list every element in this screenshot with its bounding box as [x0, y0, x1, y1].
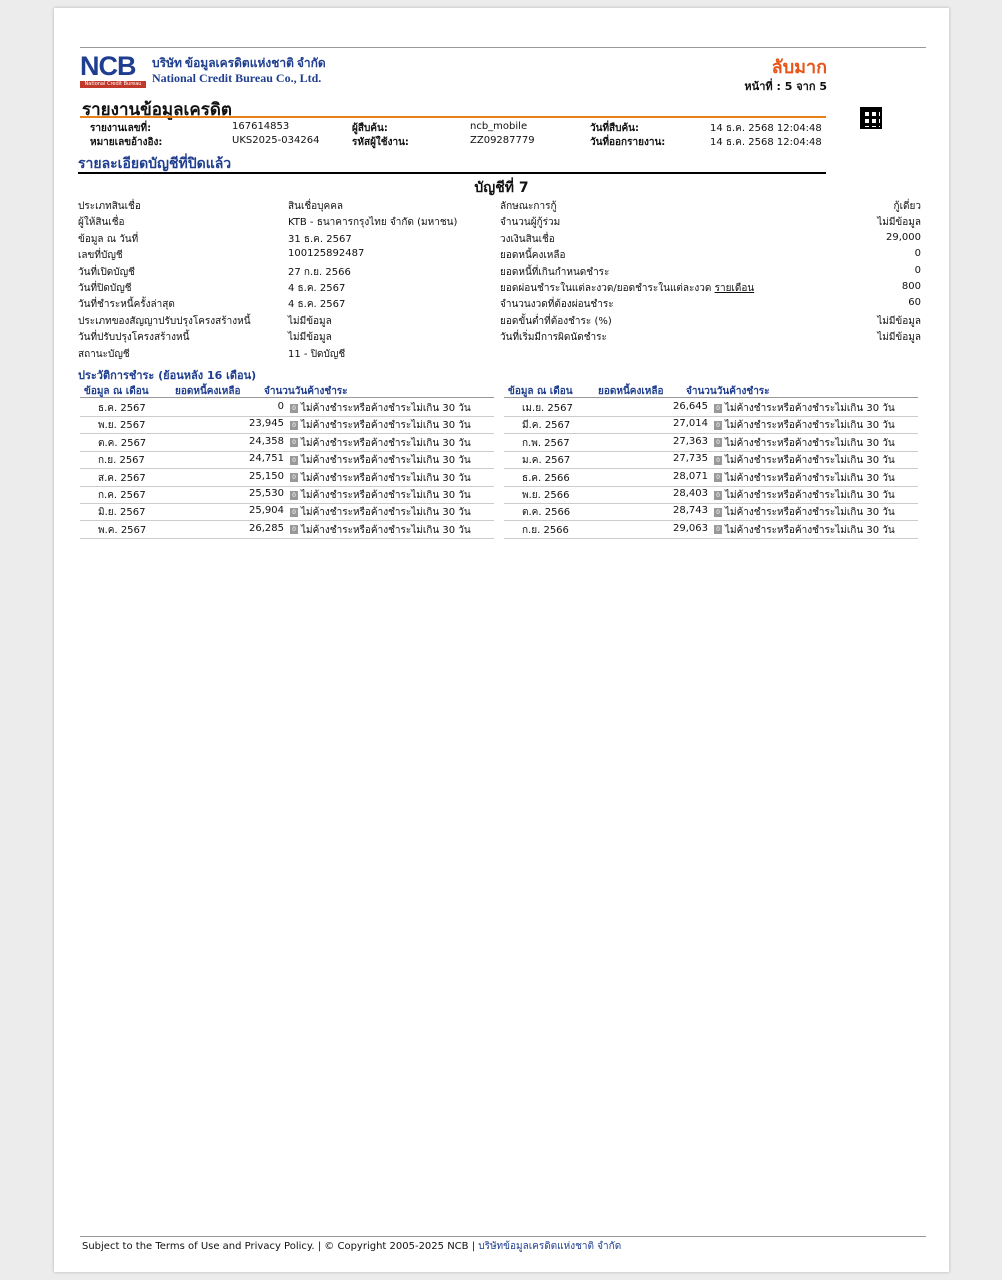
history-col-days-right: จำนวนวันค้างชำระ: [686, 386, 770, 397]
history-row-divider: [80, 538, 494, 539]
history-status-text: ไม่ค้างชำระหรือค้างชำระไม่เกิน 30 วัน: [725, 490, 895, 501]
account-field-value: ไม่มีข้อมูล: [288, 315, 332, 327]
account-field-value: 0: [914, 264, 921, 276]
history-status-text: ไม่ค้างชำระหรือค้างชำระไม่เกิน 30 วัน: [725, 472, 895, 484]
account-field-label: ประเภทสินเชื่อ: [78, 201, 141, 212]
history-status-text: ไม่ค้างชำระหรือค้างชำระไม่เกิน 30 วัน: [301, 420, 471, 432]
account-field-value: ไม่มีข้อมูล: [877, 315, 921, 327]
history-balance: 27,735: [673, 453, 708, 465]
page-number: [744, 77, 827, 95]
history-status-text: ไม่ค้างชำระหรือค้างชำระไม่เกิน 30 วัน: [301, 403, 471, 414]
account-field-value: 800: [901, 281, 921, 292]
history-row-divider: [504, 503, 918, 504]
history-balance: 25,904: [249, 505, 284, 517]
history-status-text: ไม่ค้างชำระหรือค้างชำระไม่เกิน 30 วัน: [725, 507, 895, 519]
account-title: บัญชีที่ 7: [474, 180, 529, 196]
account-field-label: วันที่ปิดบัญชี: [78, 283, 132, 294]
history-status-text: ไม่ค้างชำระหรือค้างชำระไม่เกิน 30 วัน: [725, 403, 895, 414]
account-field-label: ประเภทของสัญญาปรับปรุงโครงสร้างหนี้: [78, 315, 251, 327]
footer-company-link[interactable]: บริษัทข้อมูลเครดิตแห่งชาติ จำกัด: [478, 1241, 622, 1252]
account-field-label: เลขที่บัญชี: [78, 250, 123, 262]
history-row-divider: [80, 416, 494, 417]
history-month: ส.ค. 2567: [98, 472, 146, 484]
history-month: ธ.ค. 2567: [98, 403, 146, 414]
history-balance: 28,743: [673, 505, 708, 517]
history-status-text: ไม่ค้างชำระหรือค้างชำระไม่เกิน 30 วัน: [301, 472, 471, 484]
status-code-icon: 0: [714, 525, 722, 534]
history-month: มิ.ย. 2567: [98, 507, 146, 519]
top-divider: [80, 47, 926, 48]
company-name-th: บริษัท ข้อมูลเครดิตแห่งชาติ จำกัด: [152, 56, 326, 70]
history-balance: 26,285: [249, 522, 284, 534]
status-code-icon: 0: [290, 508, 298, 517]
history-status-text: ไม่ค้างชำระหรือค้างชำระไม่เกิน 30 วัน: [725, 437, 895, 449]
account-field-value: ไม่มีข้อมูล: [877, 332, 921, 344]
status-code-icon: 0: [290, 438, 298, 447]
history-row-divider: [504, 468, 918, 469]
history-balance: 26,645: [673, 401, 708, 412]
account-field-label: ยอดหนี้ที่เกินกำหนดชำระ: [500, 266, 610, 278]
installment-frequency-link[interactable]: รายเดือน: [714, 283, 755, 294]
status-code-icon: 0: [714, 491, 722, 500]
footer-divider: [80, 1236, 926, 1237]
history-status-text: ไม่ค้างชำระหรือค้างชำระไม่เกิน 30 วัน: [725, 420, 895, 432]
account-field-label: ยอดผ่อนชำระในแต่ละงวด/ยอดชำระในแต่ละงวด รายเดือน: [500, 283, 755, 294]
status-code-icon: 0: [714, 421, 722, 430]
inquiry-date-label: วันที่สืบค้น:: [590, 123, 640, 134]
history-header-line: [80, 397, 494, 398]
account-field-label: ยอดหนี้คงเหลือ: [500, 250, 566, 262]
history-month: ม.ค. 2567: [522, 455, 571, 467]
history-status: [714, 418, 895, 433]
history-title: ประวัติการชำระ (ย้อนหลัง 16 เดือน): [78, 369, 257, 382]
issue-date: 14 ธ.ค. 2568 12:04:48: [710, 137, 822, 148]
history-status: [714, 523, 895, 538]
account-field-label: จำนวนผู้กู้ร่วม: [500, 217, 561, 229]
history-month: ก.ค. 2567: [98, 490, 146, 501]
account-field-label: วันที่เริ่มมีการผิดนัดชำระ: [500, 332, 607, 344]
status-code-icon: 0: [290, 421, 298, 430]
account-field-value: KTB - ธนาคารกรุงไทย จำกัด (มหาชน): [288, 217, 458, 229]
history-balance: 24,358: [249, 435, 284, 447]
page-label: หน้าที่ :: [744, 80, 781, 93]
account-field-label: ยอดขั้นต่ำที่ต้องชำระ (%): [500, 315, 612, 327]
history-row-divider: [80, 468, 494, 469]
history-status: [714, 471, 895, 486]
user-code-label: รหัสผู้ใช้งาน:: [352, 137, 409, 148]
inquirer-label: ผู้สืบค้น:: [352, 123, 388, 134]
history-row-divider: [80, 433, 494, 434]
history-col-balance-right: ยอดหนี้คงเหลือ: [598, 386, 664, 397]
status-code-icon: 0: [290, 473, 298, 482]
report-page: [54, 8, 949, 1272]
history-status: [290, 471, 471, 486]
history-month: ก.ย. 2566: [522, 524, 569, 536]
history-status: [290, 418, 471, 433]
inquirer: ncb_mobile: [470, 121, 528, 132]
status-code-icon: 0: [714, 404, 722, 413]
page-total: 5: [819, 80, 827, 93]
section-divider: [78, 172, 826, 174]
status-code-icon: 0: [714, 508, 722, 517]
page-of: จาก: [796, 80, 816, 93]
history-month: ต.ค. 2567: [98, 437, 147, 449]
account-field-label: จำนวนงวดที่ต้องผ่อนชำระ: [500, 299, 614, 311]
account-field-label: วันที่ชำระหนี้ครั้งล่าสุด: [78, 299, 175, 311]
account-field-value: 11 - ปิดบัญชี: [288, 348, 346, 360]
history-row-divider: [80, 486, 494, 487]
history-month: ธ.ค. 2566: [522, 472, 570, 484]
history-month: พ.ย. 2567: [98, 420, 146, 432]
account-field-value: 4 ธ.ค. 2567: [288, 283, 346, 294]
history-balance: 28,403: [673, 488, 708, 499]
account-field-value: 27 ก.ย. 2566: [288, 266, 351, 278]
history-status: [714, 488, 895, 503]
status-code-icon: 0: [290, 404, 298, 413]
account-field-value: 0: [914, 248, 921, 260]
history-status: [714, 505, 895, 520]
history-month: เม.ย. 2567: [522, 403, 573, 414]
history-balance: 27,014: [673, 418, 708, 430]
account-field-label: ลักษณะการกู้: [500, 201, 557, 212]
logo-text: NCB: [80, 51, 136, 81]
page-current: 5: [784, 80, 793, 93]
history-month: ต.ค. 2566: [522, 507, 571, 519]
history-balance: 25,530: [249, 488, 284, 499]
history-header-line: [504, 397, 918, 398]
history-status: [714, 436, 895, 451]
history-row-divider: [80, 520, 494, 521]
status-code-icon: 0: [290, 456, 298, 465]
account-field-label: วันที่ปรับปรุงโครงสร้างหนี้: [78, 332, 190, 344]
history-balance: 24,751: [249, 453, 284, 465]
history-status: [714, 453, 895, 468]
status-code-icon: 0: [290, 525, 298, 534]
history-status: [714, 401, 895, 416]
account-field-value: 31 ธ.ค. 2567: [288, 233, 352, 245]
history-month: มี.ค. 2567: [522, 420, 571, 432]
history-status-text: ไม่ค้างชำระหรือค้างชำระไม่เกิน 30 วัน: [301, 490, 471, 501]
ref-no: UKS2025-034264: [232, 135, 320, 146]
user-code: ZZ09287779: [470, 135, 535, 146]
account-field-value: 60: [908, 297, 921, 309]
ref-no-label: หมายเลขอ้างอิง:: [90, 137, 163, 148]
history-month: พ.ค. 2567: [98, 524, 147, 536]
inquiry-date: 14 ธ.ค. 2568 12:04:48: [710, 123, 822, 134]
history-col-month-left: ข้อมูล ณ เดือน: [84, 386, 149, 397]
history-balance: 0: [277, 401, 284, 412]
history-row-divider: [80, 451, 494, 452]
account-field-value: 4 ธ.ค. 2567: [288, 299, 346, 311]
history-row-divider: [504, 538, 918, 539]
logo-subtext: National Credit Bureau: [80, 81, 146, 88]
history-col-days-left: จำนวนวันค้างชำระ: [264, 386, 348, 397]
qr-code-icon: [860, 107, 882, 129]
account-field-label: สถานะบัญชี: [78, 348, 130, 360]
title-underline: [80, 116, 826, 118]
history-status-text: ไม่ค้างชำระหรือค้างชำระไม่เกิน 30 วัน: [301, 455, 471, 467]
footer-terms: Subject to the Terms of Use and Privacy Policy. | © Copyright 2005-2025 NCB |: [82, 1241, 479, 1252]
account-field-label: วันที่เปิดบัญชี: [78, 266, 135, 278]
report-no: 167614853: [232, 121, 290, 132]
history-status-text: ไม่ค้างชำระหรือค้างชำระไม่เกิน 30 วัน: [301, 507, 471, 519]
history-month: พ.ย. 2566: [522, 490, 570, 501]
footer-text: [82, 1239, 621, 1254]
history-month: ก.ย. 2567: [98, 455, 145, 467]
issue-date-label: วันที่ออกรายงาน:: [590, 137, 666, 148]
account-field-value: กู้เดี่ยว: [893, 201, 921, 212]
history-col-balance-left: ยอดหนี้คงเหลือ: [175, 386, 241, 397]
status-code-icon: 0: [714, 473, 722, 482]
account-field-value: ไม่มีข้อมูล: [877, 217, 921, 229]
history-balance: 25,150: [249, 470, 284, 482]
history-row-divider: [504, 486, 918, 487]
history-balance: 28,071: [673, 470, 708, 482]
history-status: [290, 505, 471, 520]
history-status: [290, 401, 471, 416]
history-status: [290, 523, 471, 538]
account-field-value: สินเชื่อบุคคล: [288, 201, 344, 212]
history-balance: 23,945: [249, 418, 284, 430]
history-balance: 29,063: [673, 522, 708, 534]
history-col-month-right: ข้อมูล ณ เดือน: [508, 386, 573, 397]
account-field-value: 100125892487: [288, 248, 365, 260]
status-code-icon: 0: [714, 438, 722, 447]
account-field-label: วงเงินสินเชื่อ: [500, 233, 555, 245]
account-field-value: 29,000: [886, 231, 921, 243]
history-row-divider: [504, 520, 918, 521]
history-status: [290, 488, 471, 503]
history-row-divider: [504, 451, 918, 452]
history-status: [290, 436, 471, 451]
status-code-icon: 0: [714, 456, 722, 465]
history-status: [290, 453, 471, 468]
account-field-value: ไม่มีข้อมูล: [288, 332, 332, 344]
account-field-label: ผู้ให้สินเชื่อ: [78, 217, 125, 229]
history-status-text: ไม่ค้างชำระหรือค้างชำระไม่เกิน 30 วัน: [301, 524, 471, 536]
history-status-text: ไม่ค้างชำระหรือค้างชำระไม่เกิน 30 วัน: [725, 524, 895, 536]
report-no-label: รายงานเลขที่:: [90, 123, 152, 134]
ncb-logo: [80, 53, 146, 89]
status-code-icon: 0: [290, 491, 298, 500]
history-month: ก.พ. 2567: [522, 437, 570, 449]
company-name-en: National Credit Bureau Co., Ltd.: [152, 71, 322, 85]
report-title: รายงานข้อมูลเครดิต: [82, 100, 232, 120]
history-status-text: ไม่ค้างชำระหรือค้างชำระไม่เกิน 30 วัน: [301, 437, 471, 449]
history-row-divider: [80, 503, 494, 504]
history-row-divider: [504, 416, 918, 417]
account-field-label: ข้อมูล ณ วันที่: [78, 233, 139, 245]
history-status-text: ไม่ค้างชำระหรือค้างชำระไม่เกิน 30 วัน: [725, 455, 895, 467]
history-row-divider: [504, 433, 918, 434]
confidential-label: ลับมาก: [771, 57, 827, 78]
section-title: รายละเอียดบัญชีที่ปิดแล้ว: [78, 156, 232, 172]
history-balance: 27,363: [673, 435, 708, 447]
